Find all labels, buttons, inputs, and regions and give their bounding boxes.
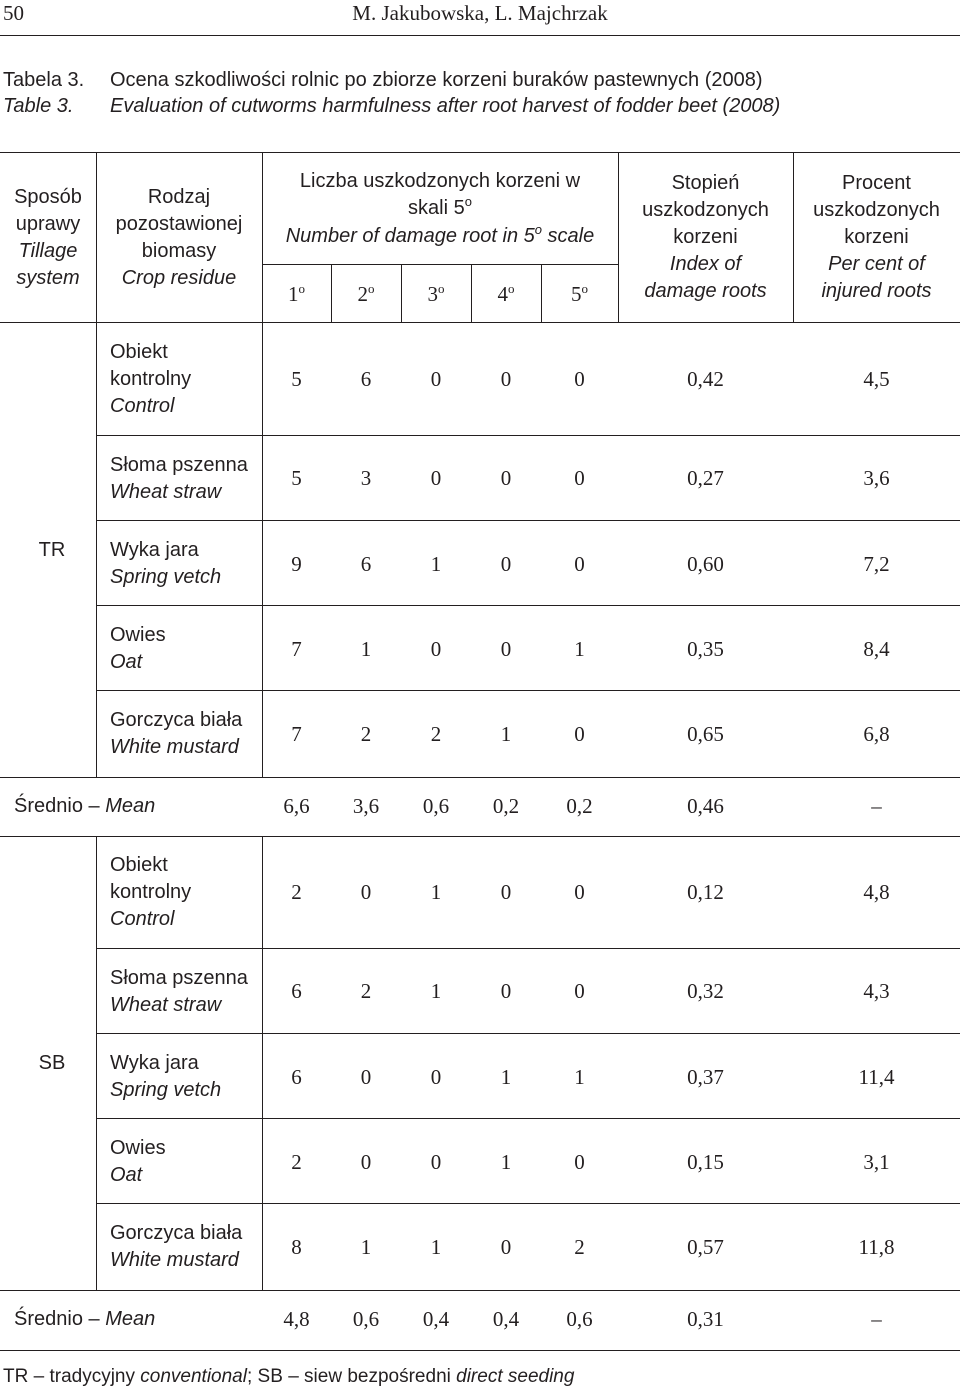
residue-pl: Gorczyca biała <box>110 709 243 731</box>
header-damage-en <box>262 223 618 251</box>
score-4-count: 0 <box>500 637 512 661</box>
residue-pl: Wyka jara <box>110 1052 199 1074</box>
mean-score-1: 4,8 <box>283 1307 310 1331</box>
injured-percent: 4,5 <box>863 367 890 391</box>
header-index-pl-1: Stopień <box>671 172 740 194</box>
score-5-count: 0 <box>574 1150 585 1174</box>
system-label-sb: SB <box>38 1052 66 1074</box>
score-1-count: 5 <box>291 466 302 490</box>
header-tillage <box>0 184 96 292</box>
residue-cell <box>110 452 248 506</box>
score-1-count: 7 <box>291 637 302 661</box>
degree-mark: o <box>581 281 588 296</box>
residue-cell <box>110 1220 242 1274</box>
residue-pl: Owies <box>110 624 166 646</box>
caption-label-pl: Tabela 3. <box>3 69 85 91</box>
row-rule <box>96 520 960 521</box>
score-2-count: 3 <box>360 466 372 490</box>
score-4-count: 0 <box>500 466 512 490</box>
footnote-tr-en: conventional <box>140 1366 247 1387</box>
header-damage-scale-text: skali 5 <box>408 197 465 219</box>
header-index-en-2: damage roots <box>644 280 767 302</box>
mean-score-5: 0,6 <box>566 1307 593 1331</box>
score-2-count: 2 <box>360 722 372 746</box>
score-1-count: 6 <box>291 1065 302 1089</box>
residue-pl: Słoma pszenna <box>110 967 248 989</box>
scale-4-header <box>471 281 541 310</box>
mean-label-dash: – <box>88 1308 100 1330</box>
caption-title-pl: Ocena szkodliwości rolnic po zbiorze korzeni buraków pastewnych (2008) <box>110 69 763 91</box>
score-1-count: 2 <box>291 1150 302 1174</box>
damage-index: 0,32 <box>687 979 724 1003</box>
degree-mark: o <box>534 222 542 237</box>
mean-percent: – <box>871 1307 882 1331</box>
injured-percent: 3,1 <box>863 1150 890 1174</box>
residue-cell <box>110 852 191 933</box>
injured-percent: 7,2 <box>863 552 890 576</box>
damage-index: 0,65 <box>687 722 724 746</box>
mean-score-4: 0,4 <box>492 1307 520 1331</box>
score-2-count: 0 <box>360 1065 372 1089</box>
score-5-count: 2 <box>574 1235 585 1259</box>
header-damage-pl-1: Liczba uszkodzonych korzeni w <box>299 170 581 192</box>
header-index-pl-3: korzeni <box>673 226 738 248</box>
residue-en: White mustard <box>110 1249 239 1271</box>
scale-3-label: 3 <box>427 282 438 306</box>
residue-pl: kontrolny <box>110 881 192 903</box>
row-rule <box>96 1033 960 1034</box>
damage-index: 0,35 <box>687 637 724 661</box>
header-residue-pl-3: biomasy <box>141 240 217 262</box>
header-tillage-en-2: system <box>16 267 80 289</box>
score-4-count: 0 <box>500 979 512 1003</box>
score-4-count: 1 <box>500 1150 512 1174</box>
damage-index: 0,57 <box>687 1235 724 1259</box>
row-rule <box>96 435 960 436</box>
mean-label-pl: Średnio <box>14 795 83 817</box>
footnote-sb-abbr: SB <box>257 1366 283 1387</box>
score-3-count: 0 <box>430 466 442 490</box>
footnote-tr-abbr: TR <box>3 1366 29 1387</box>
score-3-count: 1 <box>430 880 442 904</box>
score-2-count: 1 <box>360 1235 372 1259</box>
footnote-sb-pl: siew bezpośredni <box>304 1366 451 1387</box>
degree-mark: o <box>508 281 515 296</box>
residue-en: Spring vetch <box>110 566 222 588</box>
residue-cell <box>110 1135 166 1189</box>
mean-score-3: 0,6 <box>422 794 450 818</box>
score-3-count: 1 <box>430 552 442 576</box>
header-percent-en-1: Per cent of <box>828 253 925 275</box>
residue-en: Control <box>110 908 175 930</box>
header-damage-en-suffix: scale <box>542 225 595 247</box>
header-tillage-pl-2: uprawy <box>15 213 81 235</box>
score-1-count: 6 <box>291 979 302 1003</box>
residue-pl: kontrolny <box>110 368 192 390</box>
degree-mark: o <box>464 194 472 209</box>
score-3-count: 0 <box>430 367 442 391</box>
mean-label-dash: – <box>88 795 100 817</box>
table-footnote <box>3 1365 574 1389</box>
score-1-count: 9 <box>291 552 302 576</box>
degree-mark: o <box>298 281 305 296</box>
header-damage-count <box>262 168 618 251</box>
score-3-count: 1 <box>430 979 442 1003</box>
score-1-count: 8 <box>291 1235 302 1259</box>
score-3-count: 0 <box>430 637 442 661</box>
score-2-count: 6 <box>360 552 372 576</box>
score-1-count: 7 <box>291 722 302 746</box>
residue-pl: Obiekt <box>110 341 168 363</box>
residue-pl: Obiekt <box>110 854 168 876</box>
score-2-count: 0 <box>360 880 372 904</box>
score-5-count: 0 <box>574 722 585 746</box>
system-label-tr: TR <box>38 539 66 561</box>
header-damage-en-text: Number of damage root in 5 <box>285 225 535 247</box>
damage-index: 0,37 <box>687 1065 724 1089</box>
header-tillage-en-1: Tillage <box>18 240 78 262</box>
mean-index: 0,31 <box>687 1307 724 1331</box>
residue-cell <box>110 965 248 1019</box>
degree-mark: o <box>368 281 375 296</box>
residue-cell <box>110 339 191 420</box>
residue-en: White mustard <box>110 736 239 758</box>
scale-2-header <box>331 281 401 310</box>
injured-percent: 6,8 <box>863 722 890 746</box>
footnote-dash: – <box>288 1366 299 1387</box>
damage-index: 0,42 <box>687 367 724 391</box>
score-2-count: 6 <box>360 367 372 391</box>
group-rule <box>0 836 960 837</box>
caption-title-en: Evaluation of cutworms harmfulness after root harvest of fodder beet (2008) <box>110 95 781 117</box>
header-rule <box>0 35 960 36</box>
mean-score-5: 0,2 <box>566 794 593 818</box>
mean-label-en: Mean <box>105 795 156 817</box>
score-5-count: 0 <box>574 552 585 576</box>
mean-score-3: 0,4 <box>422 1307 450 1331</box>
running-authors: M. Jakubowska, L. Majchrzak <box>352 1 608 25</box>
residue-pl: Słoma pszenna <box>110 454 248 476</box>
mean-label-en: Mean <box>105 1308 156 1330</box>
residue-en: Control <box>110 395 175 417</box>
residue-cell <box>110 537 221 591</box>
damage-index: 0,27 <box>687 466 724 490</box>
residue-en: Wheat straw <box>110 994 222 1016</box>
mean-score-2: 3,6 <box>352 794 380 818</box>
header-percent-pl-1: Procent <box>842 172 911 194</box>
score-3-count: 0 <box>430 1150 442 1174</box>
scale-1-header <box>262 281 331 310</box>
footnote-tr-pl: tradycyjny <box>49 1366 135 1387</box>
header-index-pl-2: uszkodzonych <box>642 199 769 221</box>
scale-4-label: 4 <box>497 282 508 306</box>
residue-en: Wheat straw <box>110 481 222 503</box>
group-rule <box>0 777 960 778</box>
scale-5-header <box>541 281 618 310</box>
header-residue-en: Crop residue <box>121 267 237 289</box>
header-bottom-rule <box>0 322 960 323</box>
score-4-count: 0 <box>500 1235 512 1259</box>
score-4-count: 0 <box>500 367 512 391</box>
injured-percent: 4,8 <box>863 880 890 904</box>
score-5-count: 1 <box>574 1065 585 1089</box>
header-residue-pl-1: Rodzaj <box>147 186 211 208</box>
degree-mark: o <box>438 281 445 296</box>
score-3-count: 0 <box>430 1065 442 1089</box>
residue-pl: Gorczyca biała <box>110 1222 243 1244</box>
score-5-count: 1 <box>574 637 585 661</box>
scale-5-label: 5 <box>571 282 582 306</box>
header-index <box>618 170 793 305</box>
mean-label <box>14 1306 155 1333</box>
injured-percent: 4,3 <box>863 979 890 1003</box>
injured-percent: 8,4 <box>863 637 890 661</box>
caption-label-en: Table 3. <box>3 95 74 117</box>
mean-index: 0,46 <box>687 794 724 818</box>
residue-en: Oat <box>110 651 143 673</box>
table-bottom-rule <box>0 1350 960 1351</box>
score-4-count: 0 <box>500 552 512 576</box>
mean-score-4: 0,2 <box>492 794 520 818</box>
damage-index: 0,60 <box>687 552 724 576</box>
mean-score-1: 6,6 <box>283 794 310 818</box>
mean-score-2: 0,6 <box>352 1307 380 1331</box>
footnote-separator: ; <box>246 1366 253 1387</box>
page-number: 50 <box>3 1 24 25</box>
score-4-count: 0 <box>500 880 512 904</box>
footnote-sb-en: direct seeding <box>456 1366 575 1387</box>
score-5-count: 0 <box>574 466 585 490</box>
mean-percent: – <box>871 794 882 818</box>
injured-percent: 11,4 <box>858 1065 895 1089</box>
row-rule <box>96 690 960 691</box>
score-2-count: 0 <box>360 1150 372 1174</box>
row-rule <box>96 948 960 949</box>
header-percent-pl-3: korzeni <box>844 226 909 248</box>
damage-index: 0,15 <box>687 1150 724 1174</box>
score-2-count: 2 <box>360 979 372 1003</box>
score-3-count: 2 <box>430 722 442 746</box>
score-3-count: 1 <box>430 1235 442 1259</box>
header-tillage-pl-1: Sposób <box>14 186 82 208</box>
score-2-count: 1 <box>360 637 372 661</box>
table-top-rule <box>0 152 960 153</box>
residue-en: Spring vetch <box>110 1079 222 1101</box>
score-5-count: 0 <box>574 979 585 1003</box>
row-rule <box>96 1203 960 1204</box>
header-residue-pl-2: pozostawionej <box>115 213 243 235</box>
injured-percent: 11,8 <box>858 1235 895 1259</box>
header-residue <box>96 184 262 292</box>
residue-cell <box>110 707 242 761</box>
score-4-count: 1 <box>500 722 512 746</box>
residue-cell <box>110 1050 221 1104</box>
residue-pl: Owies <box>110 1137 166 1159</box>
score-5-count: 0 <box>574 367 585 391</box>
injured-percent: 3,6 <box>863 466 890 490</box>
score-4-count: 1 <box>500 1065 512 1089</box>
row-rule <box>96 1118 960 1119</box>
header-percent-en-2: injured roots <box>821 280 932 302</box>
scale-sub-rule <box>262 264 618 265</box>
score-1-count: 5 <box>291 367 302 391</box>
residue-pl: Wyka jara <box>110 539 199 561</box>
header-percent-pl-2: uszkodzonych <box>813 199 940 221</box>
residue-en: Oat <box>110 1164 143 1186</box>
residue-cell <box>110 622 166 676</box>
header-percent <box>793 170 960 305</box>
scale-2-label: 2 <box>357 282 368 306</box>
mean-label <box>14 793 155 820</box>
score-5-count: 0 <box>574 880 585 904</box>
header-damage-pl-2 <box>262 195 618 223</box>
footnote-dash: – <box>33 1366 45 1387</box>
scale-1-label: 1 <box>288 282 299 306</box>
scale-3-header <box>401 281 471 310</box>
score-1-count: 2 <box>291 880 302 904</box>
group-rule <box>0 1290 960 1291</box>
damage-index: 0,12 <box>687 880 724 904</box>
row-rule <box>96 605 960 606</box>
mean-label-pl: Średnio <box>14 1308 83 1330</box>
header-index-en-1: Index of <box>669 253 742 275</box>
